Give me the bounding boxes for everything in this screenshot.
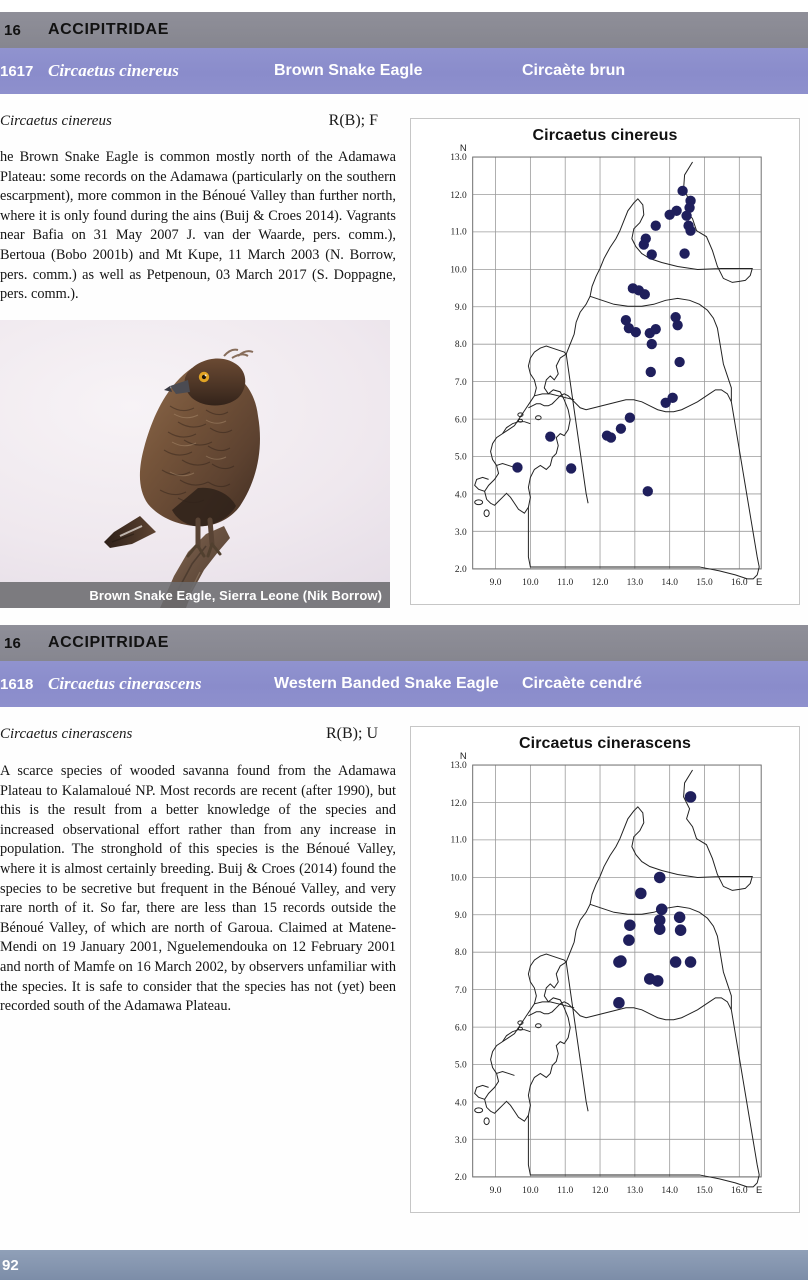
svg-text:14.0: 14.0 [661,577,678,588]
species-latin-name-1: Circaetus cinereus [48,61,179,80]
page-footer [0,1250,808,1280]
svg-text:9.0: 9.0 [454,911,467,922]
map-axis-labels-2 [450,751,762,1196]
occurrence-dots-1 [512,186,695,497]
svg-text:16.0: 16.0 [731,577,748,588]
map-title-2: Circaetus cinerascens [519,735,691,752]
svg-text:9.0: 9.0 [489,1185,502,1196]
svg-text:15.0: 15.0 [696,1185,713,1196]
svg-text:11.0: 11.0 [557,1185,574,1196]
subhead-latin-2: Circaetus cinerascens [0,726,133,742]
status-code-2: R(B); U [326,725,378,742]
svg-text:2.0: 2.0 [454,1172,467,1183]
svg-text:13.0: 13.0 [450,153,467,164]
species-description-1 [0,148,396,305]
map-grid-2 [473,765,762,1177]
svg-text:8.0: 8.0 [454,948,467,959]
svg-text:16.0: 16.0 [731,1185,748,1196]
distribution-map-1 [410,118,800,605]
svg-text:4.0: 4.0 [454,1098,467,1109]
svg-text:9.0: 9.0 [454,303,467,314]
svg-text:10.0: 10.0 [522,1185,539,1196]
map-title-1: Circaetus cinereus [532,127,678,144]
svg-text:4.0: 4.0 [454,490,467,501]
species-english-name-1: Brown Snake Eagle [274,62,423,79]
brown-snake-eagle-illustration [0,320,390,608]
svg-text:12.0: 12.0 [591,577,609,588]
map-svg-2 [411,727,799,1212]
page-number: 92 [2,1256,19,1274]
svg-text:5.0: 5.0 [454,1060,467,1071]
species-latin-name-2: Circaetus cinerascens [48,674,202,693]
head [185,358,246,405]
map-svg-1 [411,119,799,604]
svg-text:E: E [756,1184,763,1196]
svg-text:13.0: 13.0 [626,577,644,588]
svg-text:N: N [459,751,467,763]
svg-text:12.0: 12.0 [450,798,467,809]
crest [224,350,253,358]
svg-text:6.0: 6.0 [454,415,467,426]
svg-text:N: N [459,143,467,155]
species-number-2: 1618 [0,675,34,693]
family-band-1 [0,12,808,48]
svg-text:13.0: 13.0 [626,1185,644,1196]
species-subhead-1 [0,112,392,130]
svg-text:10.0: 10.0 [450,873,467,884]
species-english-name-2: Western Banded Snake Eagle [274,675,499,692]
svg-text:10.0: 10.0 [522,577,539,588]
description-paragraph-2: A scarce species of wooded savanna found from the Adamawa Plateau to Kalamaloué NP. Most records are recent (after 1990), but this is the result from a better knowledge of the species and increased observational effort rather than from any increase in population. The stronghold of this species is the Bénoué Valley, where it is almost certainly breeding. Buij & Croes (2014) found the species to be secretive but frequent in the Bénoué Valley, and very rare north of it. So far, there are less than 15 records outside the Bénoué Valley, of which are north of Garoua. Claimed at Matene-Mendi on 19 January 2001, Nguelemendouka on 12 February 2001 and north of Mamfe on 16 March 2002, by observers unfamiliar with the species. It is safe to consider that the species has not (yet) been recorded south of the Adamawa Plateau. [0,763,396,1015]
svg-text:14.0: 14.0 [661,1185,678,1196]
species-french-name-2: Circaète cendré [522,675,643,692]
map-axis-labels-1 [450,143,762,588]
family-number-2: 16 [4,634,22,652]
svg-text:12.0: 12.0 [450,190,467,201]
svg-text:E: E [756,576,763,588]
svg-text:6.0: 6.0 [454,1023,467,1034]
species-description-2 [0,762,396,1017]
svg-text:13.0: 13.0 [450,761,467,772]
family-name-1: ACCIPITRIDAE [48,21,169,38]
species-photo-1 [0,320,390,608]
description-paragraph-1: he Brown Snake Eagle is common mostly north of the Adamawa Plateau: some records on the Adamawa (particularly on the southern escarpment), more common in the Bénoué Valley than further north, where it is only found during the ains (Buij & Croes 2014). Vagrants near Bafia on 31 May 2007 J. van der Waarde, pers. comm.), Bertoua (Bobo 2001b) and Mt Kupe, 11 March 2003 (N. Borrow, pers. comm.) as well as Petpenoun, 03 March 2017 (S. Doppagne, pers. comm.). [0,149,396,303]
species-band-1 [0,48,808,94]
species-number-1: 1617 [0,62,34,80]
svg-text:11.0: 11.0 [450,835,467,846]
svg-text:5.0: 5.0 [454,452,467,463]
svg-text:3.0: 3.0 [454,528,467,539]
species-french-name-1: Circaète brun [522,62,626,79]
svg-text:2.0: 2.0 [454,564,467,575]
species-band-2 [0,661,808,707]
family-band-2 [0,625,808,661]
svg-text:15.0: 15.0 [696,577,713,588]
svg-text:7.0: 7.0 [454,985,467,996]
svg-text:10.0: 10.0 [450,265,467,276]
family-name-2: ACCIPITRIDAE [48,634,169,651]
family-number-1: 16 [4,21,22,39]
status-code-1: R(B); F [328,112,378,129]
svg-text:11.0: 11.0 [557,577,574,588]
svg-text:8.0: 8.0 [454,340,467,351]
page-top-margin [0,0,808,12]
cameroon-outline-2 [475,770,760,1187]
svg-text:9.0: 9.0 [489,577,502,588]
subhead-latin-1: Circaetus cinereus [0,113,112,129]
cameroon-outline-1 [475,162,760,579]
svg-text:11.0: 11.0 [450,227,467,238]
distribution-map-2 [410,726,800,1213]
svg-text:3.0: 3.0 [454,1136,467,1147]
svg-text:12.0: 12.0 [591,1185,609,1196]
photo-caption-1: Brown Snake Eagle, Sierra Leone (Nik Borrow) [0,582,390,608]
species-subhead-2 [0,725,392,743]
svg-text:7.0: 7.0 [454,377,467,388]
map-grid-1 [473,157,762,569]
